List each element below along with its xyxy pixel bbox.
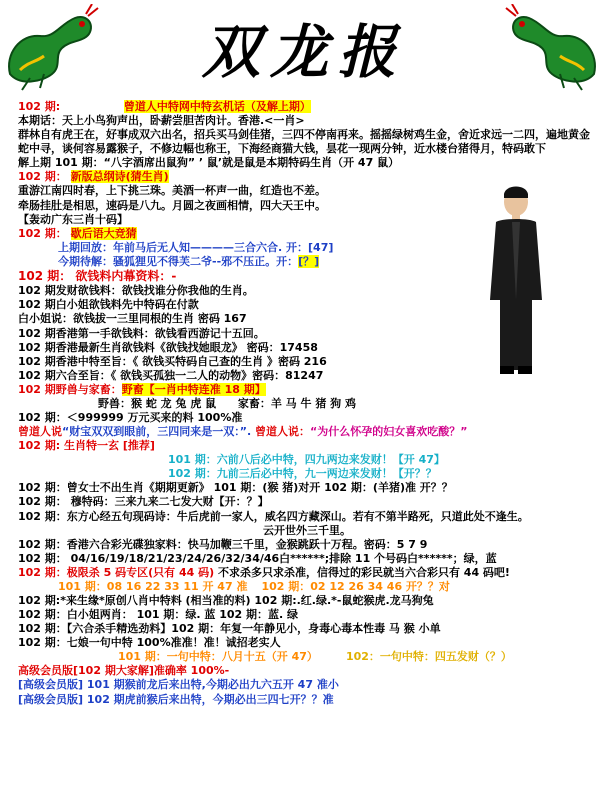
- kill-line: 102 期：极限杀 5 码专区(只有 44 码) 不求杀多只求杀准，信得过的彩民就当六合彩只有 44 码吧!: [18, 565, 510, 579]
- riddle-last: 上期回放：年前马后无人知————三合六合. 开：[47]: [58, 240, 334, 254]
- content: [18, 100, 596, 707]
- vip-line: [高级会员版] 102 期虎前猴后来出特，今期必出三四七开？？准: [18, 692, 334, 706]
- body-line: 102 期:*来生缘*原创八肖中特料 (相当准的料) 102 期:.红.绿.*-鼠蛇猴虎.龙马狗兔: [18, 594, 434, 608]
- period-label: 102 期:: [18, 100, 61, 113]
- money-line: 102 期香港中特至旨：《 欲钱买特码自己查的生肖 》密码 216: [18, 354, 327, 368]
- machine-header: [18, 100, 596, 114]
- solve-line: 解上期 101 期：“八字酒席出鼠狗” ’ 鼠’就是鼠是本期特码生肖（开 47 鼠）: [18, 156, 400, 170]
- body-line: 102 期：曾女士不出生肖《期期更新》 101 期：(猴 猪)对开 102 期：(羊猪)准 开？？: [18, 481, 453, 495]
- beasts-row: 野兽：猴 蛇 龙 兔 虎 鼠 家畜：羊 马 牛 猪 狗 鸡: [98, 396, 356, 410]
- dragon-right-icon: [504, 4, 604, 92]
- price-line: 102 期：＜999999 万元买来的料 100%准: [18, 411, 243, 424]
- money-line: 102 期白小姐欲钱料先中特码在付款: [18, 298, 199, 312]
- orange-line: 101 期：08 16 22 33 11 开 47 准 102 期：02 12 26 34 46 开？？对: [58, 579, 450, 593]
- money-line: 白小姐说：欲钱拔一三里同根的生肖 密码 167: [18, 312, 247, 326]
- section-heading: 新版总纲诗(猜生肖): [70, 170, 169, 184]
- body-line: 102 期：白小姐两肖： 101 期：绿. 蓝 102 期：蓝. 绿: [18, 608, 299, 622]
- money-line: 102 期六合至旨：《 欲钱买孤独一二人的动物》密码：81247: [18, 368, 324, 382]
- riddle-today: 今期待解：骚狐狸见不得芙二爷--邪不压正。开：[？]: [58, 254, 320, 268]
- words-line: 曾道人说“财宝双双到眼前，三四同来是一双：”. 曾道人说：“为什么怀孕的妇女喜欢吃酸？”: [18, 425, 468, 439]
- beasts-header: 102 期野兽与家畜：野畜【一肖中特连准 18 期】: [18, 382, 266, 396]
- body-line: 云开世外三千里。: [263, 523, 351, 537]
- section-heading: 欲钱料内幕资料：-: [75, 268, 177, 283]
- new-header: 102 期： 新版总纲诗(猜生肖): [18, 170, 169, 184]
- special-header: 102 期: 生肖特一玄 [推荐]: [18, 439, 155, 453]
- machine-line: 本期话：天上小鸟狗声出，卧薪尝胆苦肉计。香港.<一肖>: [18, 114, 305, 128]
- special-line: 102 期：九前三后必中特，九一两边来发财！【开？？: [168, 467, 437, 481]
- header: [0, 0, 604, 96]
- money-line: 102 期发财欲钱料：欲钱找谁分你我他的生肖。: [18, 284, 254, 298]
- yellow-line: 101 期：一句中特：八月十五（开 47） 102：一句中特：四五发财（？）: [118, 650, 512, 664]
- money-line: 102 期香港最新生肖欲钱料《欲钱找她眼龙》 密码：17458: [18, 340, 318, 354]
- vip-line: 高级会员版[102 期大家解]准确率 100%-: [18, 664, 230, 678]
- riddle-header: 102 期： 歇后语大竞猜: [18, 226, 137, 240]
- poem-note: 【轰动广东三肖十码】: [18, 212, 128, 226]
- dragon-left-icon: [0, 4, 100, 92]
- body-line: 102 期： 穆特码：三来九来二七发大财【开：？】: [18, 495, 269, 509]
- section-heading: 曾道人中特网中特玄机话（及解上期）: [123, 100, 311, 113]
- body-line: 102 期： 04/16/19/18/21/23/24/26/32/34/46白******;排除 11 个号码白******；绿，蓝: [18, 551, 497, 565]
- body-line: 102 期：香港六合彩光碟独家料：快马加鞭三千里，金猴跳跃十万程。密码：5 7 9: [18, 537, 428, 551]
- body-line: 102 期：七娘一句中特 100%准准！准！诚招老实人: [18, 636, 281, 650]
- body-line: 102 期：东方心经五句现码诗：牛后虎前一家人，威名四方藏深山。若有不第半路死，只道此处不逢生。: [18, 509, 529, 523]
- section-heading: 歇后语大竞猜: [70, 226, 137, 240]
- poem-line: 重游江南四时春，上下挑三珠。美酒一杯声一曲，红造也不差。: [18, 184, 326, 198]
- money-header: 102 期： 欲钱料内幕资料：-: [18, 268, 177, 283]
- machine-line: 群林自有虎王在，好事成双六出名，招兵买马剑佳猪，三四不停南再来。摇摇绿树鸡生金，舍近求远一二四，遍地黄金蛇中寻，谈何容易露猴子，不修边幅也称王，下海经商猫大钱，昙花一现两分钟，近水楼台猪得月，特码敢下: [18, 128, 590, 156]
- money-line: 102 期香港第一手欲钱料：欲钱看西游记十五回。: [18, 326, 265, 340]
- special-line: 101 期：六前八后必中特，四九两边来发财！【开 47】: [168, 453, 445, 467]
- vip-line: [高级会员版] 101 期猴前龙后来出特,今期必出九六五开 47 准小: [18, 678, 339, 692]
- poem-line: 牵肠挂肚是相思，速码是八九。月圆之夜画相情，四大天王中。: [18, 198, 326, 212]
- body-line: 102 期：【六合杀手精选劲料】102 期：年复一年静见小，身毒心毒本性毒 马 猴 小单: [18, 622, 441, 636]
- page-title: 双龙报: [201, 17, 406, 86]
